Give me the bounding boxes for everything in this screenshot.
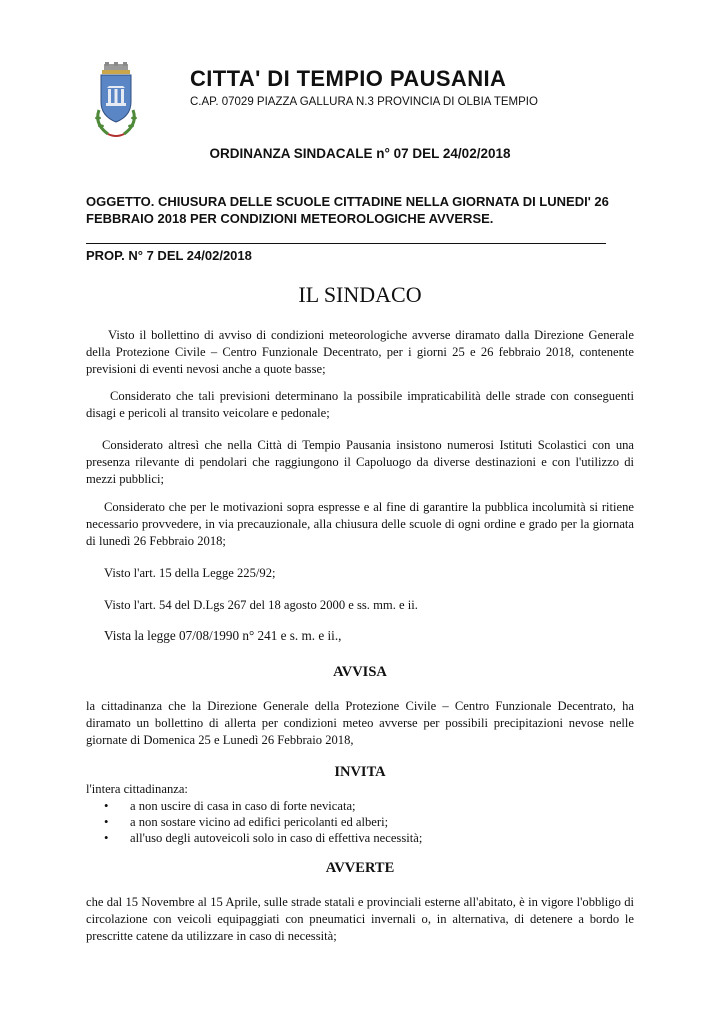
invita-list [86,798,646,846]
coat-of-arms-icon [88,62,144,140]
invita-intro: l'intera cittadinanza: [86,782,188,796]
premise-paragraph: Considerato che per le motivazioni sopra espresse e al fine di garantire la pubblica incolumità si ritiene necessario provvedere, in via precauzionale, alla chiusura delle scuole di ogni ordine e grado per la giornata di lunedì 26 Febbraio 2018; [86,500,634,548]
list-item: • a non uscire di casa in caso di forte nevicata; [104,799,356,813]
avverte-heading: AVVERTE [325,860,395,876]
separator-line [86,243,606,244]
avverte-text: che dal 15 Novembre al 15 Aprile, sulle strade statali e provinciali esterne all'abitato, è in vigore l'obbligo di circolazione con veicoli equipaggiati con pneumatici invernali o, in alternativa, di detenere a bordo le prescritte catene da utilizzare in caso di necessità; [86,895,634,943]
ordinance-title: ORDINANZA SINDACALE n° 07 DEL 24/02/2018 [209,146,511,161]
subject: OGGETTO. CHIUSURA DELLE SCUOLE CITTADINE NELLA GIORNATA DI LUNEDI' 26 FEBBRAIO 2018 PER CONDIZIONI METEOROLOGICHE AVVERSE. [86,194,609,226]
list-item: • a non sostare vicino ad edifici pericolanti ed alberi; [104,815,389,829]
bullet-icon: • [104,815,109,829]
legal-reference: Vista la legge 07/08/1990 n° 241 e s. m. e ii., [104,628,342,643]
avvisa-text: la cittadinanza che la Direzione Generale della Protezione Civile – Centro Funzionale Decentrato, ha diramato un bollettino di allerta per condizioni meteo avverse per possibili precipitazioni nevose nelle giornate di Domenica 25 e Lunedì 26 Febbraio 2018, [86,699,634,747]
invita-heading: INVITA [334,764,386,780]
premise-paragraph: Visto il bollettino di avviso di condizioni meteorologiche avverse diramato dalla Direzione Generale della Protezione Civile – Centro Funzionale Decentrato, per i giorni 25 e 26 febbraio 2018, contenente previsioni di eventi nevosi anche a quote basse; [86,328,634,376]
legal-reference: Visto l'art. 54 del D.Lgs 267 del 18 agosto 2000 e ss. mm. e ii. [104,598,418,612]
legal-reference: Visto l'art. 15 della Legge 225/92; [104,566,276,580]
issuer-heading: IL SINDACO [298,282,422,307]
premise-paragraph: Considerato altresì che nella Città di Tempio Pausania insistono numerosi Istituti Scolastici con una presenza rilevante di pendolari che raggiungono il Capoluogo da diverse destinazioni e con l'utilizzo di mezzi pubblici; [86,438,634,486]
bullet-icon: • [104,799,109,813]
bullet-icon: • [104,831,109,845]
proposal-number: PROP. N° 7 DEL 24/02/2018 [86,248,252,263]
city-address: C.AP. 07029 PIAZZA GALLURA N.3 PROVINCIA DI OLBIA TEMPIO [190,96,538,108]
avvisa-heading: AVVISA [333,664,387,680]
city-name: CITTA' DI TEMPIO PAUSANIA [190,66,507,91]
list-item: • all'uso degli autoveicoli solo in caso di effettiva necessità; [104,831,423,845]
premise-paragraph: Considerato che tali previsioni determinano la possibile impraticabilità delle strade con conseguenti disagi e pericoli al transito veicolare e pedonale; [86,389,634,420]
